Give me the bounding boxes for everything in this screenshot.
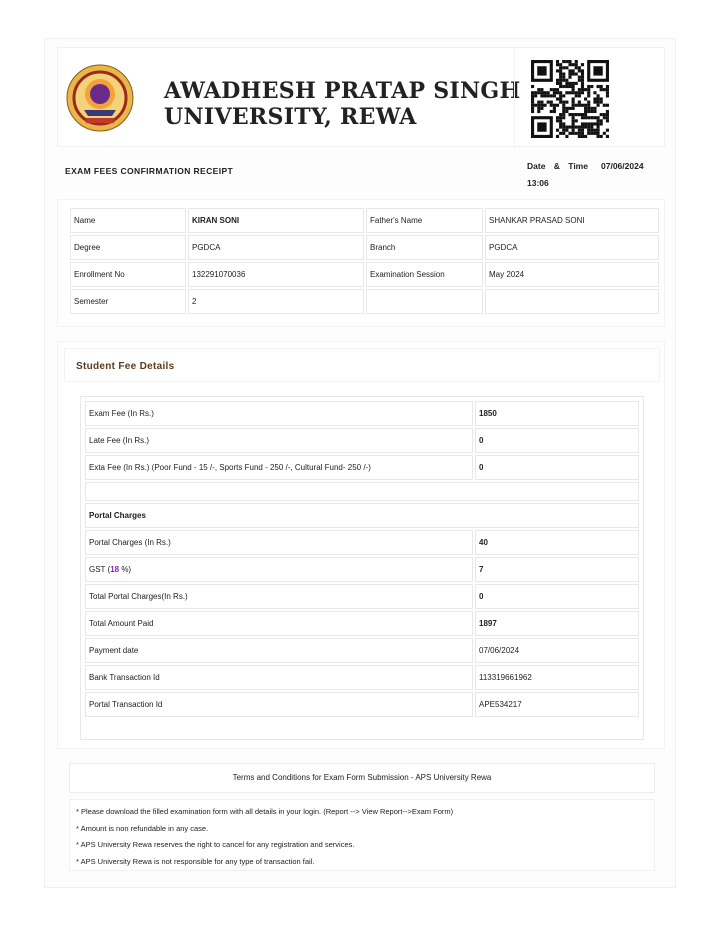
student-info-row [70,235,659,260]
fee-row [85,482,639,501]
date-value: 07/06/2024 [601,161,644,171]
gst-label-suffix: %) [119,565,132,574]
fee-section-header [64,348,660,382]
university-seal-icon [66,64,134,132]
info-label-cell: Degree [70,235,186,260]
fee-value-cell: APE534217 [475,692,639,717]
terms-heading: Terms and Conditions for Exam Form Submission - APS University Rewa [69,763,655,793]
fee-section-title: Student Fee Details [76,361,175,372]
qr-code-icon [531,60,609,138]
fee-value-cell: 1897 [475,611,639,636]
receipt-datetime [527,158,667,192]
fee-value-cell: 07/06/2024 [475,638,639,663]
fee-label-cell: Late Fee (In Rs.) [85,428,473,453]
terms-item: * APS University Rewa reserves the right to cancel for any registration and services. [76,840,355,849]
fee-value-cell: 40 [475,530,639,555]
gst-label-prefix: GST ( [89,565,111,574]
terms-list [69,799,655,871]
qr-container [514,48,664,148]
receipt-title: EXAM FEES CONFIRMATION RECEIPT [65,166,234,176]
fee-row [85,503,639,528]
terms-item: * Amount is non refundable in any case. [76,823,209,833]
receipt-header [57,47,665,147]
student-info-row [70,289,659,314]
info-label-cell: Enrollment No [70,262,186,287]
info-value-cell: May 2024 [485,262,659,287]
portal-charges-heading: Portal Charges [85,503,639,528]
fee-label-cell: Portal Transaction Id [85,692,473,717]
receipt-title-row [57,149,665,189]
fee-row [85,638,639,663]
fee-label-cell: Total Amount Paid [85,611,473,636]
fee-row [85,665,639,690]
university-name [164,78,521,130]
info-value-cell: PGDCA [188,235,364,260]
info-value-cell: 2 [188,289,364,314]
fee-row [85,401,639,426]
fee-row [85,455,639,480]
fee-row [85,428,639,453]
receipt-page [44,38,676,888]
terms-item: * APS University Rewa is not responsible for any type of transaction fail. [76,856,315,866]
info-label-cell: Semester [70,289,186,314]
info-value-cell [485,289,659,314]
university-name-line1: AWADHESH PRATAP SINGH [164,78,521,104]
fee-table-container [80,396,644,740]
fee-label-cell: Exta Fee (In Rs.) (Poor Fund - 15 /-, Sports Fund - 250 /-, Cultural Fund- 250 /-) [85,455,473,480]
fee-row [85,557,639,582]
fee-section [57,341,665,749]
fee-row [85,584,639,609]
fee-row [85,611,639,636]
fee-value-cell: 0 [475,455,639,480]
info-label-cell [366,289,483,314]
student-info-row [70,262,659,287]
fee-row [85,530,639,555]
info-value-cell: 132291070036 [188,262,364,287]
university-name-line2: UNIVERSITY, REWA [164,104,417,130]
fee-value-cell: 0 [475,584,639,609]
fee-label-cell: Bank Transaction Id [85,665,473,690]
info-label-cell: Father's Name [366,208,483,233]
info-value-cell: SHANKAR PRASAD SONI [485,208,659,233]
fee-row [85,692,639,717]
fee-label-cell [85,557,473,582]
fee-value-cell: 113319661962 [475,665,639,690]
fee-label-cell: Exam Fee (In Rs.) [85,401,473,426]
student-info-row [70,208,659,233]
date-label: Date & Time [527,161,588,171]
fee-value-cell: 1850 [475,401,639,426]
fee-table [83,399,641,719]
student-info-table [68,206,661,316]
terms-item: * Please download the filled examination form with all details in your login. (Report --> View Report-->Exam Form) [76,807,454,816]
time-value: 13:06 [527,178,549,188]
gst-rate: 18 [110,565,120,574]
fee-value-cell: 0 [475,428,639,453]
info-value-cell: KIRAN SONI [188,208,364,233]
student-info-section [57,199,665,327]
info-label-cell: Branch [366,235,483,260]
fee-value-cell: 7 [475,557,639,582]
fee-spacer-cell [85,482,639,501]
fee-label-cell: Payment date [85,638,473,663]
fee-label-cell: Total Portal Charges(In Rs.) [85,584,473,609]
info-label-cell: Examination Session [366,262,483,287]
info-value-cell: PGDCA [485,235,659,260]
info-label-cell: Name [70,208,186,233]
fee-label-cell: Portal Charges (In Rs.) [85,530,473,555]
